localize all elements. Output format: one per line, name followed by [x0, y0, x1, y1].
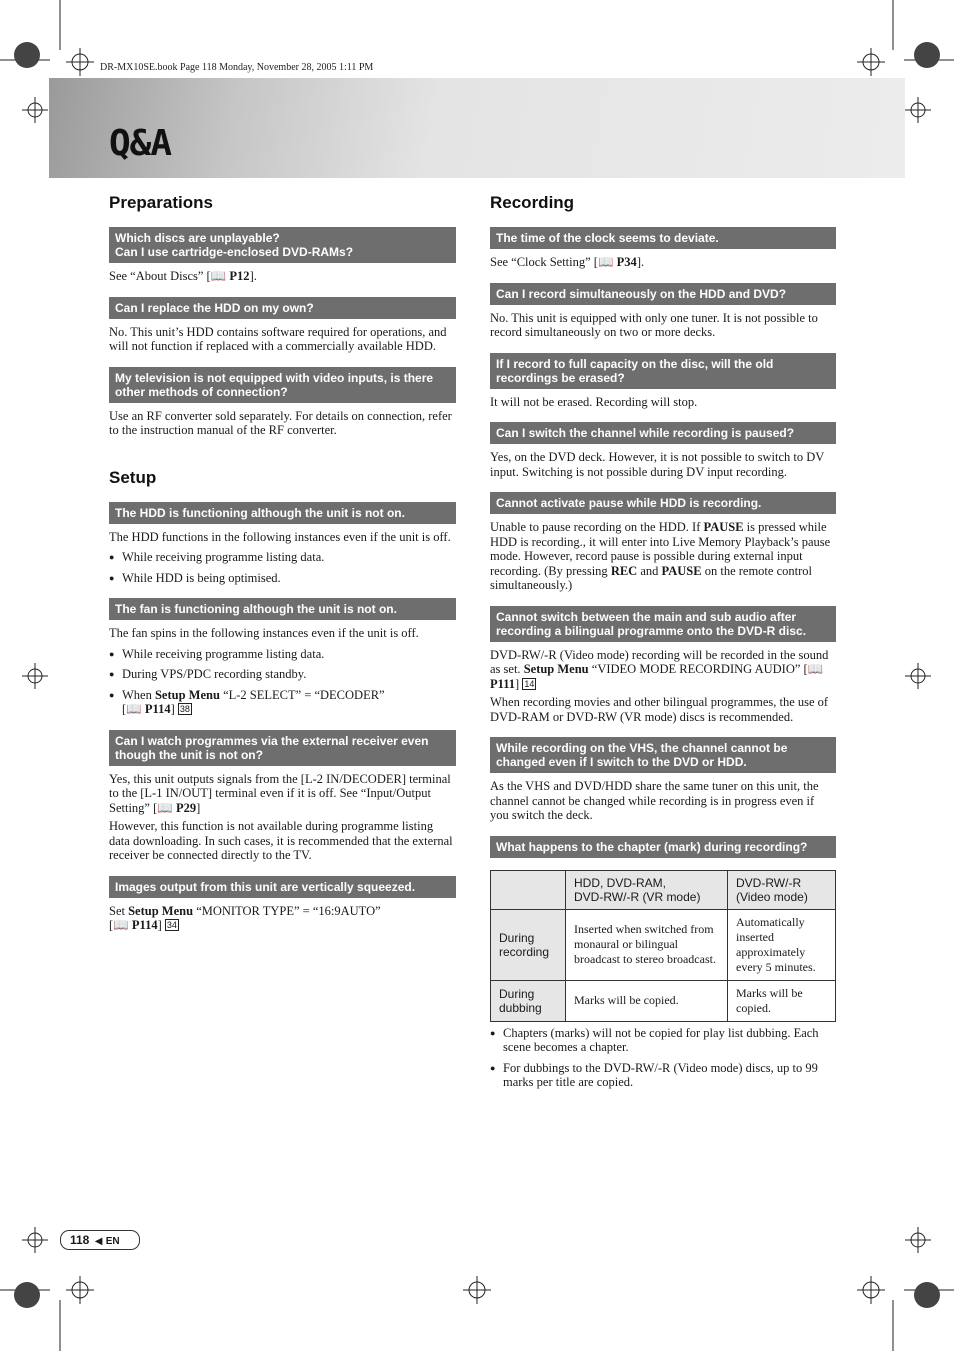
book-icon: 📖 [126, 702, 145, 716]
list-item: ● When Setup Menu “L-2 SELECT” = “DECODER” [📖 P114] 38 [109, 688, 456, 717]
question-bar: My television is not equipped with video inputs, is there other methods of connection? [109, 367, 456, 403]
question-bar: Can I switch the channel while recording is paused? [490, 422, 836, 444]
question-bar: Which discs are unplayable? Can I use cartridge-enclosed DVD-RAMs? [109, 227, 456, 263]
list-item: ● While receiving programme listing data. [109, 550, 456, 565]
question-bar: The time of the clock seems to deviate. [490, 227, 836, 249]
question-bar: The HDD is functioning although the unit is not on. [109, 502, 456, 524]
answer-text: Yes, this unit outputs signals from the [L-2 IN/DECODER] terminal to the [L-1 IN/OUT] terminal even if it is off. See “Input/Output Setting” [📖 P29] However, this function is not available during programme listing data downloading. In such cases, it is recommended that the external receiver be connected directly to the TV. [109, 771, 453, 862]
chapter-mark-table [490, 870, 836, 1022]
language-label: EN [105, 1236, 120, 1247]
page-number: 118 [70, 1233, 90, 1247]
table-row [491, 909, 836, 980]
table-row [491, 870, 836, 909]
page-number-badge [60, 1230, 140, 1250]
question-bar: The fan is functioning although the unit is not on. [109, 598, 456, 620]
answer-text: DVD-RW/-R (Video mode) recording will be recorded in the sound as set. Setup Menu “VIDEO MODE RECORDING AUDIO” [📖 P111] 14 When recording movies and other bilingual programmes, the use of DVD-RAM or DVD-RW (VR mode) discs is recommended. [490, 647, 829, 724]
question-bar: While recording on the VHS, the channel cannot be changed even if I switch to the DVD or HDD. [490, 737, 836, 773]
book-icon: 📖 [157, 800, 176, 815]
question-bar: Can I record simultaneously on the HDD and DVD? [490, 283, 836, 305]
question-bar: Cannot activate pause while HDD is recording. [490, 492, 836, 514]
answer-text: The HDD functions in the following instances even if the unit is off. ● While receiving programme listing data. ● While HDD is being optimised. [109, 530, 456, 586]
question-bar: Images output from this unit are vertically squeezed. [109, 876, 456, 898]
step-number-box: 34 [166, 920, 177, 930]
question-bar: If I record to full capacity on the disc, will the old recordings be erased? [490, 353, 836, 389]
table-row-header: During recording [491, 909, 566, 980]
book-icon: 📖 [807, 662, 824, 676]
list-item: ● While HDD is being optimised. [109, 571, 456, 586]
table-cell: Marks will be copied. [566, 980, 728, 1021]
table-cell: Automatically inserted approximately every 5 minutes. [728, 909, 836, 980]
table-corner-cell [491, 870, 566, 909]
bullet-list [109, 647, 456, 717]
arrow-left-icon: ◀ [94, 1236, 103, 1247]
bullet-list [109, 550, 456, 585]
list-item: ● During VPS/PDC recording standby. [109, 667, 456, 682]
step-number-box: 38 [179, 704, 190, 714]
answer-text: The fan spins in the following instances even if the unit is off. ● While receiving programme listing data. ● During VPS/PDC recording standby. ● When Setup Menu “L-2 SELECT” = “DECODER” [📖 P114] 38 [109, 626, 456, 717]
table-row-header: During dubbing [491, 980, 566, 1021]
table-cell: Inserted when switched from monaural or bilingual broadcast to stereo broadcast. [566, 909, 728, 980]
list-item: ● Chapters (marks) will not be copied for play list dubbing. Each scene becomes a chapter. [490, 1026, 836, 1055]
list-item: ● For dubbings to the DVD-RW/-R (Video mode) discs, up to 99 marks per title are copied. [490, 1061, 836, 1090]
answer-text: No. This unit is equipped with only one tuner. It is not possible to record simultaneously on two or more decks. [490, 310, 818, 339]
answer-text: Set Setup Menu “MONITOR TYPE” = “16:9AUTO” [📖 P114] 34 [109, 903, 381, 932]
answer-text: No. This unit’s HDD contains software required for operations, and will not function if replaced with a commercially available HDD. [109, 324, 447, 353]
page-ref: P12 [229, 269, 250, 283]
page-ref: P34 [616, 255, 637, 269]
table-row [491, 980, 836, 1021]
page-ref: P114 [144, 702, 171, 716]
table-header-cell: DVD-RW/-R (Video mode) [728, 870, 836, 909]
section-title-preparations: Preparations [109, 193, 213, 212]
question-bar: Can I watch programmes via the external receiver even though the unit is not on? [109, 730, 456, 766]
table-header-cell: HDD, DVD-RAM, DVD-RW/-R (VR mode) [566, 870, 728, 909]
bullet-list [490, 1026, 836, 1090]
answer-text: Unable to pause recording on the HDD. If PAUSE is pressed while HDD is recording., it will enter into Live Memory Playback’s pause mode. However, record pause is possible during external input recording. (By pressing REC and PAUSE on the remote control simultaneously.) [490, 520, 831, 592]
right-column [490, 193, 836, 1096]
book-icon: 📖 [597, 255, 617, 269]
page-ref: P111 [490, 676, 516, 691]
list-item: ● While receiving programme listing data. [109, 647, 456, 662]
section-title-recording: Recording [490, 193, 575, 212]
page-ref: P114 [131, 918, 158, 932]
answer-text: See “About Discs” [📖 P12]. [109, 269, 257, 283]
answer-text: Use an RF converter sold separately. For details on connection, refer to the instruction manual of the RF converter. [109, 408, 452, 437]
table-cell: Marks will be copied. [728, 980, 836, 1021]
question-bar: Cannot switch between the main and sub audio after recording a bilingual programme onto the DVD-R disc. [490, 606, 836, 642]
step-number-box: 14 [524, 678, 535, 689]
answer-text: See “Clock Setting” [📖 P34]. [490, 255, 645, 269]
page-ref: P29 [175, 800, 197, 815]
book-icon: 📖 [210, 269, 230, 283]
left-column [109, 193, 456, 946]
question-bar: Can I replace the HDD on my own? [109, 297, 456, 319]
file-info: DR-MX10SE.book Page 118 Monday, November 28, 2005 1:11 PM [100, 62, 374, 73]
title-banner [49, 78, 905, 178]
page-title: Q&A [109, 123, 172, 164]
answer-text: Yes, on the DVD deck. However, it is not possible to switch to DV input. Switching is not possible during DV input recording. [490, 450, 825, 479]
answer-text: It will not be erased. Recording will stop. [490, 394, 698, 409]
section-title-setup: Setup [109, 467, 157, 487]
book-icon: 📖 [113, 918, 132, 932]
answer-text: As the VHS and DVD/HDD share the same tuner on this unit, the channel cannot be changed while recording is in progress even if you switch the deck. [490, 779, 819, 822]
question-bar: What happens to the chapter (mark) during recording? [490, 836, 836, 858]
